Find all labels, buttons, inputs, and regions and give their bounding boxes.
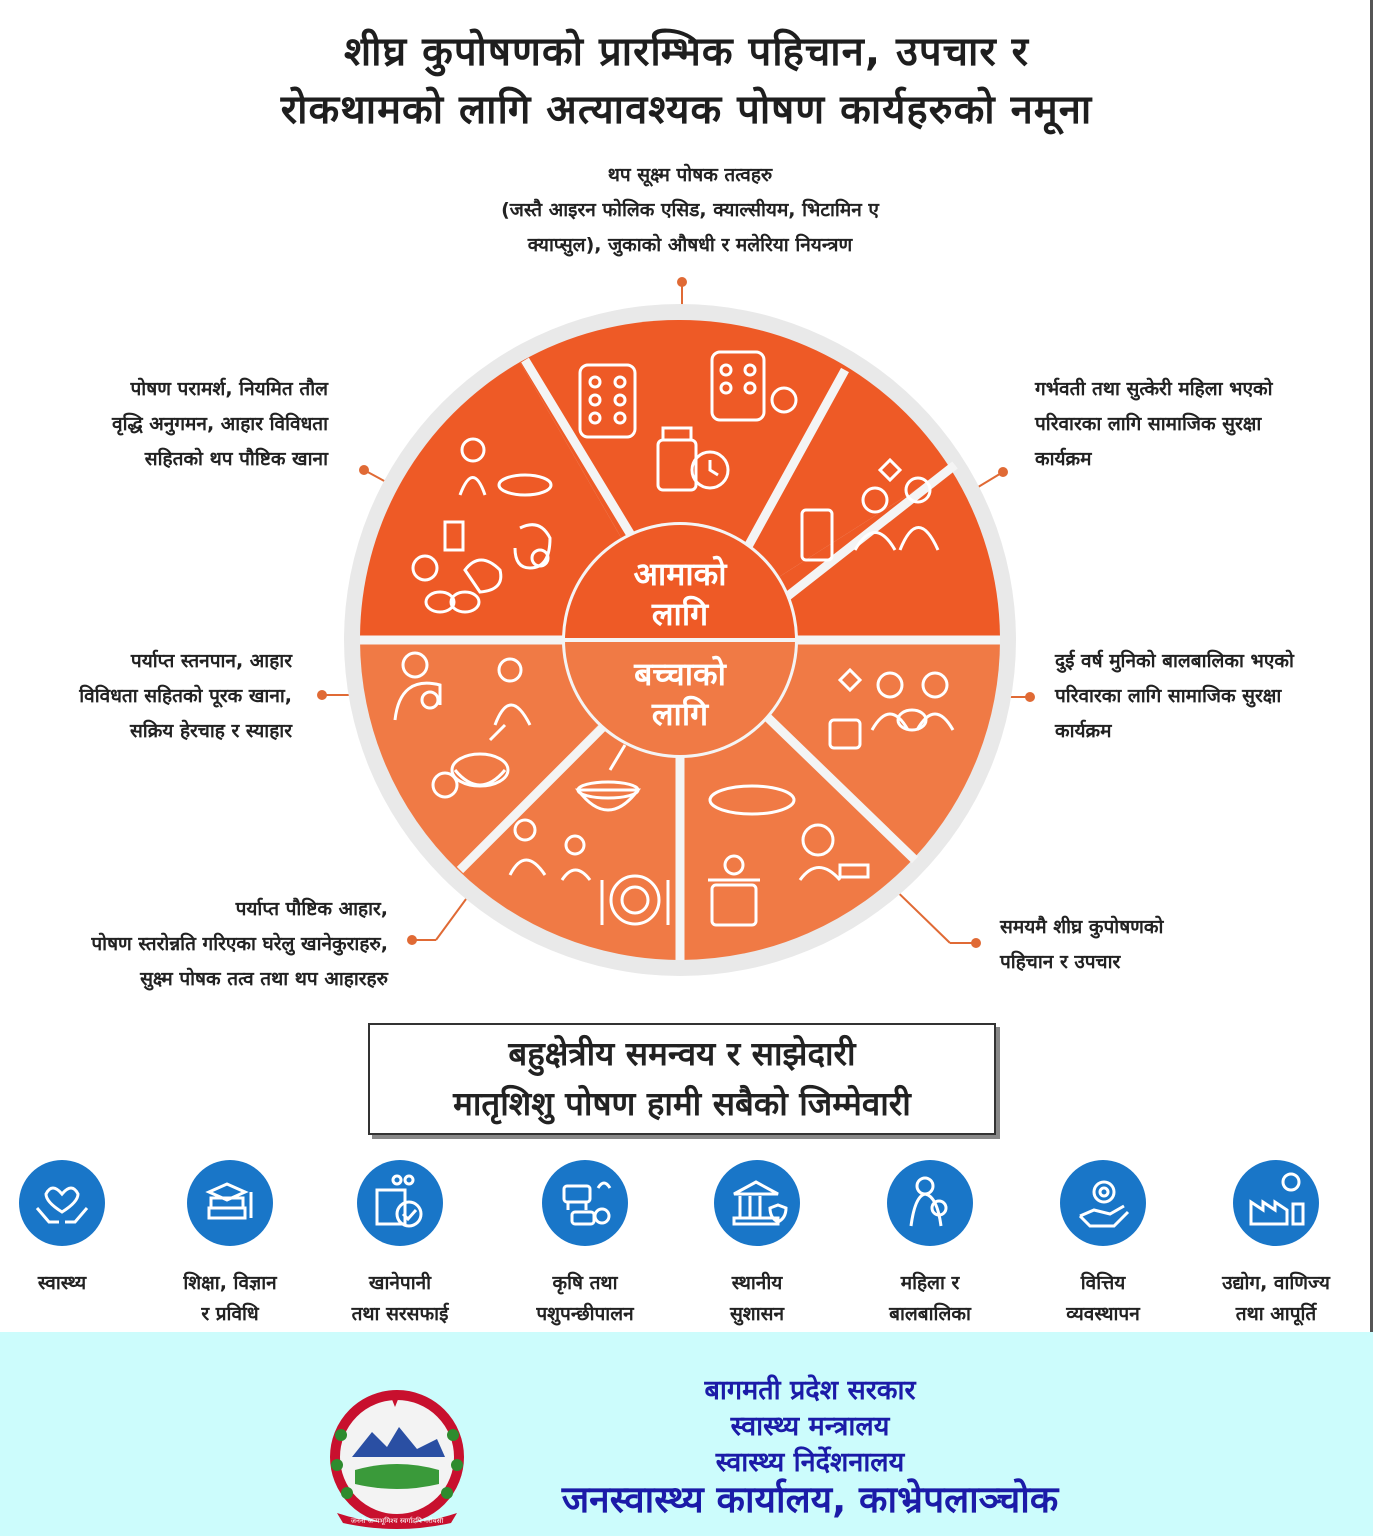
sector-education: [150, 1160, 310, 1330]
label-line: सहितको थप पौष्टिक खाना: [144, 448, 328, 470]
sector-label: स्थानीय: [731, 1272, 783, 1294]
sector-agriculture: [505, 1160, 665, 1330]
sector-label: खानेपानी: [368, 1272, 432, 1294]
sector-label: तथा सरसफाई: [351, 1303, 449, 1325]
sector-label: बालबालिका: [889, 1303, 971, 1325]
label-line: (जस्तै आइरन फोलिक एसिड, क्याल्सीयम, भिटामिन ए: [501, 199, 879, 221]
sector-label: उद्योग, वाणिज्य: [1222, 1272, 1330, 1294]
label-line: पोषण परामर्श, नियमित तौल: [130, 378, 328, 400]
center-mother-line-1: आमाको: [633, 555, 727, 593]
sector-governance: [677, 1160, 837, 1330]
label-line: विविधता सहितको पूरक खाना,: [79, 685, 292, 707]
label-line: पोषण स्तरोन्नति गरिएका घरेलु खानेकुराहरु,: [91, 933, 388, 955]
label-line: समयमै शीघ्र कुपोषणको: [1000, 916, 1164, 938]
sector-finance: [1023, 1160, 1183, 1330]
footer-band: [0, 1332, 1373, 1536]
gov-province: बागमती प्रदेश सरकार: [704, 1375, 916, 1406]
health-hands-icon: [19, 1160, 105, 1246]
label-line: कार्यक्रम: [1055, 720, 1112, 742]
sector-label: पशुपन्छीपालन: [536, 1303, 634, 1325]
finance-icon: [1060, 1160, 1146, 1246]
sector-women-children: [850, 1160, 1010, 1330]
gov-directorate: स्वास्थ्य निर्देशनालय: [715, 1447, 905, 1478]
sector-label: कृषि तथा: [552, 1272, 618, 1294]
label-line: गर्भवती तथा सुत्केरी महिला भएको: [1035, 378, 1273, 400]
label-line: थप सूक्ष्म पोषक तत्वहरु: [607, 164, 773, 186]
sector-label: महिला र: [900, 1272, 960, 1294]
gov-office: जनस्वास्थ्य कार्यालय, काभ्रेपलाञ्चोक: [561, 1478, 1059, 1521]
label-line: सुक्ष्म पोषक तत्व तथा थप आहारहरु: [140, 968, 388, 990]
gov-ministry: स्वास्थ्य मन्त्रालय: [730, 1411, 890, 1442]
agriculture-livestock-icon: [542, 1160, 628, 1246]
label-line: पहिचान र उपचार: [1000, 951, 1121, 973]
banner-line-2: मातृशिशु पोषण हामी सबैको जिम्मेवारी: [453, 1084, 911, 1123]
center-mother-line-2: लागि: [651, 595, 709, 633]
education-books-icon: [187, 1160, 273, 1246]
banner-line-1: बहुक्षेत्रीय समन्वय र साझेदारी: [508, 1034, 856, 1073]
center-child-line-2: लागि: [651, 695, 709, 733]
sector-label: वित्तिय: [1080, 1272, 1126, 1294]
page-title-line-1: शीघ्र कुपोषणको प्रारम्भिक पहिचान, उपचार र: [343, 29, 1030, 75]
center-child-line-1: बच्चाको: [634, 655, 726, 693]
label-line: क्याप्सुल), जुकाको औषधी र मलेरिया नियन्त्रण: [527, 234, 853, 256]
sector-label: स्वास्थ्य: [37, 1272, 87, 1294]
women-children-icon: [887, 1160, 973, 1246]
sector-label: व्यवस्थापन: [1066, 1303, 1140, 1325]
label-line: वृद्धि अनुगमन, आहार विविधता: [112, 413, 328, 435]
label-line: पर्याप्त स्तनपान, आहार: [130, 650, 292, 672]
page-title-line-2: रोकथामको लागि अत्यावश्यक पोषण कार्यहरुको नमूना: [280, 87, 1093, 133]
local-governance-icon: [714, 1160, 800, 1246]
sector-industry: [1196, 1160, 1356, 1330]
label-line: पर्याप्त पौष्टिक आहार,: [235, 898, 388, 920]
label-line: परिवारका लागि सामाजिक सुरक्षा: [1035, 413, 1262, 435]
sector-water: [320, 1160, 480, 1330]
label-line: परिवारका लागि सामाजिक सुरक्षा: [1055, 685, 1282, 707]
sector-label: तथा आपूर्ति: [1235, 1303, 1317, 1325]
sector-label: र प्रविधि: [201, 1303, 259, 1325]
sector-health: [0, 1160, 142, 1299]
label-line: सक्रिय हेरचाह र स्याहार: [129, 720, 292, 742]
industry-commerce-icon: [1233, 1160, 1319, 1246]
sector-label: सुशासन: [729, 1303, 785, 1325]
coordination-banner: [368, 1023, 996, 1135]
label-line: दुई वर्ष मुनिको बालबालिका भएको: [1055, 650, 1294, 672]
emblem-motto: जननी जन्मभूमिश्च स्वर्गादपि गरीयसी: [350, 1517, 444, 1525]
sector-label: शिक्षा, विज्ञान: [183, 1272, 277, 1294]
nutrition-wheel: [340, 300, 1020, 980]
water-sanitation-icon: [357, 1160, 443, 1246]
nepal-emblem-icon: [307, 1385, 487, 1530]
label-line: कार्यक्रम: [1035, 448, 1092, 470]
